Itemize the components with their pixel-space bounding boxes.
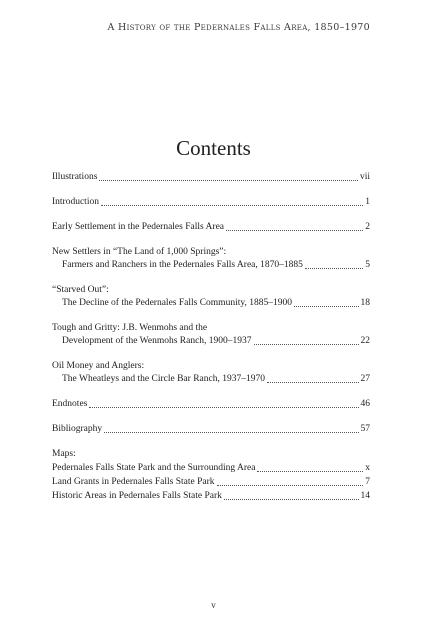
- toc-entry-title: Bibliography: [52, 424, 103, 434]
- toc-entry-title: New Settlers in “The Land of 1,000 Springs”:: [52, 247, 227, 257]
- toc-entries: [52, 171, 370, 436]
- table-of-contents: [52, 171, 370, 515]
- toc-page-number: 22: [360, 336, 370, 346]
- toc-line: [52, 297, 370, 310]
- toc-line: [52, 196, 370, 209]
- maps-list: [52, 462, 370, 503]
- toc-page-number: 1: [365, 197, 370, 207]
- running-head: A History of the Pedernales Falls Area, 1850–1970: [107, 22, 370, 33]
- toc-page-number: 5: [365, 260, 370, 270]
- maps-heading: [52, 448, 370, 461]
- toc-page-number: 18: [360, 298, 370, 308]
- toc-entry: [52, 196, 370, 209]
- toc-entry-title: Early Settlement in the Pedernales Falls Area: [52, 222, 225, 232]
- dot-leader: [89, 407, 358, 408]
- toc-page-number: 7: [365, 477, 370, 487]
- dot-leader: [217, 485, 364, 486]
- toc-line: [52, 490, 370, 503]
- toc-line: [52, 335, 370, 348]
- dot-leader: [294, 306, 359, 307]
- toc-entry-title: Oil Money and Anglers:: [52, 361, 145, 371]
- page-title: Contents: [176, 136, 251, 161]
- toc-entry: [52, 423, 370, 436]
- maps-heading-text: Maps:: [52, 449, 76, 459]
- toc-page-number: 2: [365, 222, 370, 232]
- toc-entry-title: “Starved Out”:: [52, 285, 109, 295]
- toc-page-number: vii: [359, 172, 370, 182]
- toc-page-number: 46: [360, 399, 370, 409]
- toc-entry-title: Tough and Gritty: J.B. Wenmohs and the: [52, 323, 208, 333]
- dot-leader: [254, 344, 359, 345]
- toc-entry-title: Development of the Wenmohs Ranch, 1900–1937: [62, 336, 252, 346]
- toc-entry: [52, 246, 370, 272]
- toc-line: [52, 246, 370, 259]
- toc-entry: [52, 171, 370, 184]
- dot-leader: [305, 268, 363, 269]
- toc-line: [52, 171, 370, 184]
- toc-entry-title: Illustrations: [52, 172, 98, 182]
- toc-page-number: 27: [360, 374, 370, 384]
- toc-entry-title: Historic Areas in Pedernales Falls State Park: [52, 491, 222, 501]
- toc-entry-title: Pedernales Falls State Park and the Surrounding Area: [52, 463, 256, 473]
- dot-leader: [101, 205, 363, 206]
- toc-entry-title: Endnotes: [52, 399, 88, 409]
- dot-leader: [267, 382, 359, 383]
- toc-line: [52, 462, 370, 475]
- toc-line: [52, 284, 370, 297]
- dot-leader: [224, 499, 359, 500]
- toc-page-number: 57: [360, 424, 370, 434]
- dot-leader: [104, 432, 358, 433]
- toc-entry: [52, 322, 370, 348]
- toc-page-number: 14: [360, 491, 370, 501]
- toc-entry: [52, 360, 370, 386]
- page-number: v: [211, 600, 216, 610]
- dot-leader: [257, 471, 363, 472]
- dot-leader: [226, 230, 363, 231]
- toc-entry-title: Farmers and Ranchers in the Pedernales Falls Area, 1870–1885: [62, 260, 303, 270]
- toc-line: [52, 360, 370, 373]
- toc-entry-title: The Decline of the Pedernales Falls Community, 1885–1900: [62, 298, 292, 308]
- toc-line: [52, 476, 370, 489]
- toc-line: [52, 373, 370, 386]
- toc-line: [52, 221, 370, 234]
- toc-page-number: x: [365, 463, 370, 473]
- toc-line: [52, 259, 370, 272]
- toc-entry: [52, 398, 370, 411]
- toc-line: [52, 322, 370, 335]
- toc-maps-section: [52, 448, 370, 503]
- toc-entry: [52, 221, 370, 234]
- toc-entry-title: Land Grants in Pedernales Falls State Park: [52, 477, 215, 487]
- toc-line: [52, 423, 370, 436]
- toc-line: [52, 398, 370, 411]
- toc-entry: [52, 284, 370, 310]
- toc-entry-title: Introduction: [52, 197, 99, 207]
- toc-entry-title: The Wheatleys and the Circle Bar Ranch, 1937–1970: [62, 374, 265, 384]
- dot-leader: [99, 180, 358, 181]
